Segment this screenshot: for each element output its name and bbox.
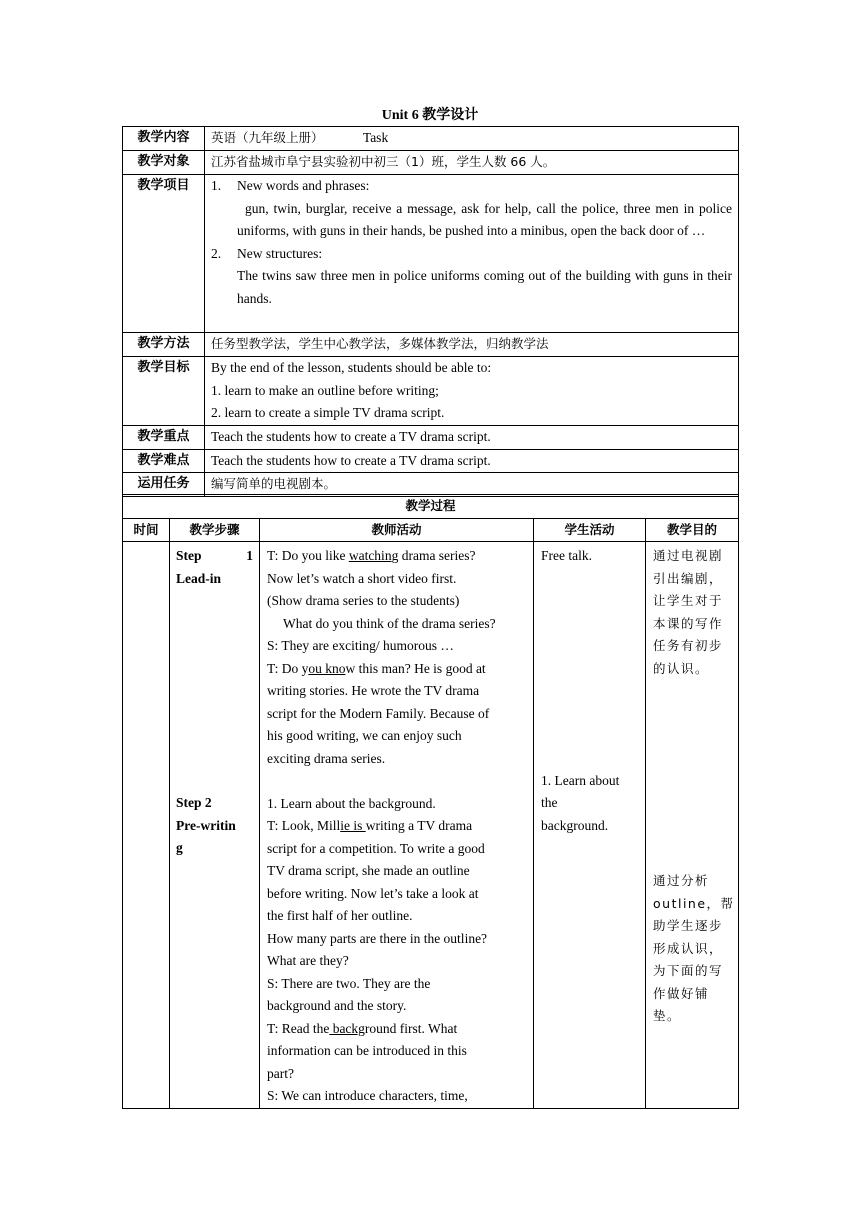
label-content: 教学内容 [123, 127, 205, 151]
process-table [122, 494, 739, 1109]
list-item [211, 175, 732, 198]
teacher-line: (Show drama series to the students) [267, 593, 460, 608]
purpose-line: 通过分析 [653, 873, 710, 888]
page-title: Unit 6 教学设计 [381, 108, 479, 123]
item-body: gun, twin, burglar, receive a message, ask for help, call the police, three men in police uniforms, with guns in their hands, be pushed into a minibus, open the back door of … [237, 200, 732, 238]
purpose-line: 让学生对于 [653, 593, 724, 608]
label-difficulty: 教学难点 [123, 449, 205, 473]
col-time: 时间 [123, 518, 170, 542]
process-heading-row [123, 495, 739, 519]
content-extra: Task [362, 130, 389, 145]
teacher-line: S: They are exciting/ humorous … [267, 638, 454, 653]
teacher-line: information can be introduced in this [267, 1043, 467, 1058]
row-key [123, 426, 739, 450]
step1-label: Step [176, 548, 202, 563]
purpose-line: 形成认识， [653, 940, 724, 956]
teacher-line: T: Do you like watching drama series? [267, 548, 476, 563]
teacher-line: part? [267, 1065, 294, 1081]
purpose-line: 通过电视剧 [653, 548, 724, 563]
item-number: 1. [211, 178, 222, 193]
label-items: 教学项目 [123, 175, 205, 333]
label-audience: 教学对象 [123, 151, 205, 175]
value-items [205, 175, 739, 333]
teacher-line: What do you think of the drama series? [283, 615, 496, 631]
row-method [123, 333, 739, 357]
col-teacher: 教师活动 [260, 518, 534, 542]
item-body: The twins saw three men in police uniforms coming out of the building with guns in their hands. [237, 268, 732, 306]
student-line: background. [541, 817, 609, 833]
goals-line: 2. learn to create a simple TV drama script. [211, 405, 445, 420]
teacher-line: writing stories. He wrote the TV drama [267, 683, 480, 698]
item-title: New structures: [237, 245, 323, 261]
goals-line: 1. learn to make an outline before writing; [211, 382, 439, 398]
purpose-line: 本课的写作 [653, 615, 724, 631]
label-key: 教学重点 [123, 426, 205, 450]
teacher-line: T: Read the background first. What [267, 1020, 458, 1036]
value-difficulty: Teach the students how to create a TV drama script. [205, 449, 739, 473]
label-method: 教学方法 [123, 333, 205, 357]
step1-title: Lead-in [176, 570, 222, 586]
item-title: New words and phrases: [237, 178, 370, 193]
teacher-line: T: Look, Millie is writing a TV drama [267, 818, 473, 833]
row-task [123, 473, 739, 497]
step2-title: Pre-writin [176, 817, 236, 833]
purpose-line: 为下面的写 [653, 963, 724, 978]
purpose-line: 垫。 [653, 1008, 682, 1023]
teacher-line: How many parts are there in the outline? [267, 930, 488, 946]
purpose-line: 引出编剧， [653, 570, 724, 586]
process-heading: 教学过程 [123, 495, 739, 519]
label-task: 运用任务 [123, 473, 205, 497]
purpose-line: 助学生逐步 [653, 918, 724, 933]
step1-number: 1 [246, 548, 253, 563]
col-student: 学生活动 [534, 518, 646, 542]
teacher-line: Now let’s watch a short video first. [267, 570, 457, 586]
teacher-line: script for the Modern Family. Because of [267, 705, 490, 721]
teacher-line: background and the story. [267, 998, 407, 1013]
teacher-line: his good writing, we can enjoy such [267, 728, 462, 743]
time-cell [123, 542, 170, 1109]
row-items [123, 175, 739, 333]
teacher-line: exciting drama series. [267, 750, 386, 766]
value-key: Teach the students how to create a TV drama script. [205, 426, 739, 450]
value-audience: 江苏省盐城市阜宁县实验初中初三（1）班，学生人数 66 人。 [205, 151, 739, 175]
info-table [122, 126, 739, 497]
teacher-line: TV drama script, she made an outline [267, 863, 470, 878]
row-audience [123, 151, 739, 175]
col-purpose: 教学目的 [646, 518, 739, 542]
teacher-cell [260, 542, 534, 1109]
value-task: 编写简单的电视剧本。 [205, 473, 739, 497]
purpose-line: 的认识。 [653, 660, 710, 676]
steps-cell [170, 542, 260, 1109]
process-body-row [123, 542, 739, 1109]
step1-name [176, 545, 253, 568]
items-list-2 [211, 243, 732, 266]
purpose-cell [646, 542, 739, 1109]
value-method: 任务型教学法，学生中心教学法，多媒体教学法，归纳教学法 [205, 333, 739, 357]
teacher-line: S: We can introduce characters, time, [267, 1088, 468, 1103]
teacher-line: T: Do you know this man? He is good at [267, 660, 486, 676]
step2-label: Step 2 [176, 795, 212, 810]
goals-line: By the end of the lesson, students should be able to: [211, 360, 492, 375]
value-content [205, 127, 739, 151]
student-line: 1. Learn about [541, 772, 620, 788]
row-content [123, 127, 739, 151]
student-cell [534, 542, 646, 1109]
teacher-line: script for a competition. To write a good [267, 840, 485, 856]
value-goals [205, 357, 739, 426]
student-line: Free talk. [541, 548, 592, 563]
step2-title-end: g [176, 840, 183, 855]
teacher-line: the first half of her outline. [267, 908, 413, 923]
col-steps: 教学步骤 [170, 518, 260, 542]
teacher-line: S: There are two. They are the [267, 975, 431, 991]
item-number: 2. [211, 245, 222, 261]
teacher-line: before writing. Now let’s take a look at [267, 885, 479, 901]
items-list [211, 175, 732, 198]
process-header-row [123, 518, 739, 542]
purpose-line: outline，帮 [653, 895, 735, 911]
content-value: 英语（九年级上册） [211, 130, 324, 145]
student-line: the [541, 795, 558, 810]
label-goals: 教学目标 [123, 357, 205, 426]
row-goals [123, 357, 739, 426]
list-item [211, 243, 732, 266]
teacher-line: What are they? [267, 953, 349, 968]
purpose-line: 任务有初步 [653, 638, 724, 653]
row-difficulty [123, 449, 739, 473]
teacher-line: 1. Learn about the background. [267, 795, 436, 811]
purpose-line: 作做好铺 [653, 985, 710, 1001]
